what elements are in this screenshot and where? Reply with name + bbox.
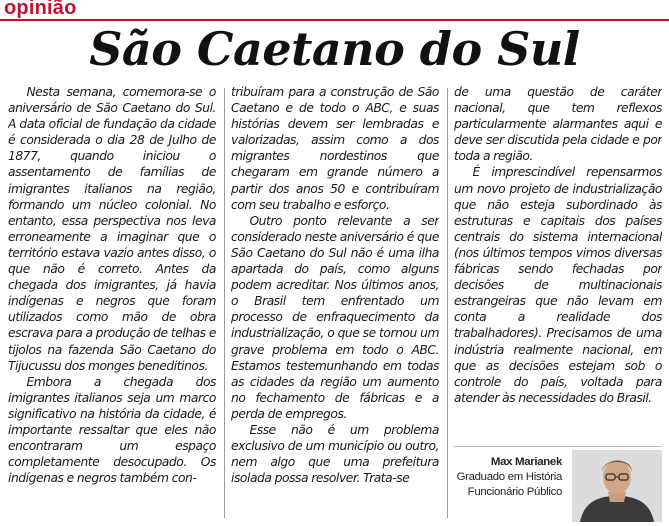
paragraph: Outro ponto relevante a ser considerado neste aniversário é que São Caetano do Sul não é uma ilha apartada do país, como alguns podem acreditar. Nos últimos anos, o Brasil tem enfrentado um processo de enfraquecimento da industrialização, o que se tornou um grave problema em todo o ABC. Estamos testemunhando em todas as cidades da região um aumento no fechamento de fábricas e a perda de empregos.	[231, 213, 439, 421]
author-occupation: Funcionário Público	[467, 486, 562, 498]
column-divider	[447, 88, 448, 518]
paragraph: tribuíram para a construção de São Caetano e de todo o ABC, e suas histórias devem ser lembradas e valorizadas, assim como a dos migrantes nordestinos que chegaram em grande número a partir dos anos 50 e contribuíram com seu trabalho e esforço.	[231, 85, 439, 212]
article-column-2	[231, 84, 439, 526]
author-box	[454, 452, 662, 522]
author-credential: Graduado em História	[456, 471, 562, 483]
person-photo-icon	[572, 450, 662, 522]
section-label: opinião	[4, 0, 77, 19]
article-column-1	[8, 84, 216, 526]
column-divider	[224, 88, 225, 518]
paragraph: Embora a chegada dos imigrantes italianos seja um marco significativo na história da cidade, é importante ressaltar que eles não encontraram um espaço completamente desocupado. Os indígenas e negros também con-	[8, 374, 216, 486]
author-info	[457, 455, 562, 500]
author-name: Max Marianek	[490, 456, 562, 468]
paragraph: É imprescindível repensarmos um novo projeto de industrialização que não esteja subordinado às estruturas e capitais dos países centrais do sistema internacional (nos últimos tempos vimos diversas fábricas sendo fechadas por decisões de multinacionais estrangeiras que não levam em conta a realidade dos trabalhadores). Precisamos de uma indústria realmente nacional, em que as decisões estejam sob o controle do país, voltada para atender às necessidades do Brasil.	[454, 165, 662, 405]
article-column-3	[454, 84, 662, 444]
paragraph: Esse não é um problema exclusivo de um município ou outro, nem algo que uma prefeitura isolada possa resolver. Trata-se	[231, 422, 439, 486]
paragraph: de uma questão de caráter nacional, que tem reflexos particularmente alarmantes aqui e deve ser discutida pela cidade e por toda a região.	[454, 85, 662, 164]
paragraph: Nesta semana, comemora-se o aniversário de São Caetano do Sul. A data oficial de fundação da cidade é considerada o dia 28 de Julho de 1877, quando iniciou o assentamento de famílias de imigrantes italianos na região, formando um núcleo colonial. No entanto, essa perspectiva nos leva erroneamente a imaginar que o território estava vazio antes disso, o que não é correto. Antes da chegada dos imigrantes, já havia indígenas e negros que foram utilizados como mão de obra escrava para a produção de telhas e tijolos na fazenda São Caetano do Tijucussu dos monges beneditinos.	[8, 85, 216, 373]
article-title: São Caetano do Sul	[89, 22, 580, 76]
author-divider	[454, 446, 662, 447]
author-photo	[572, 450, 662, 522]
